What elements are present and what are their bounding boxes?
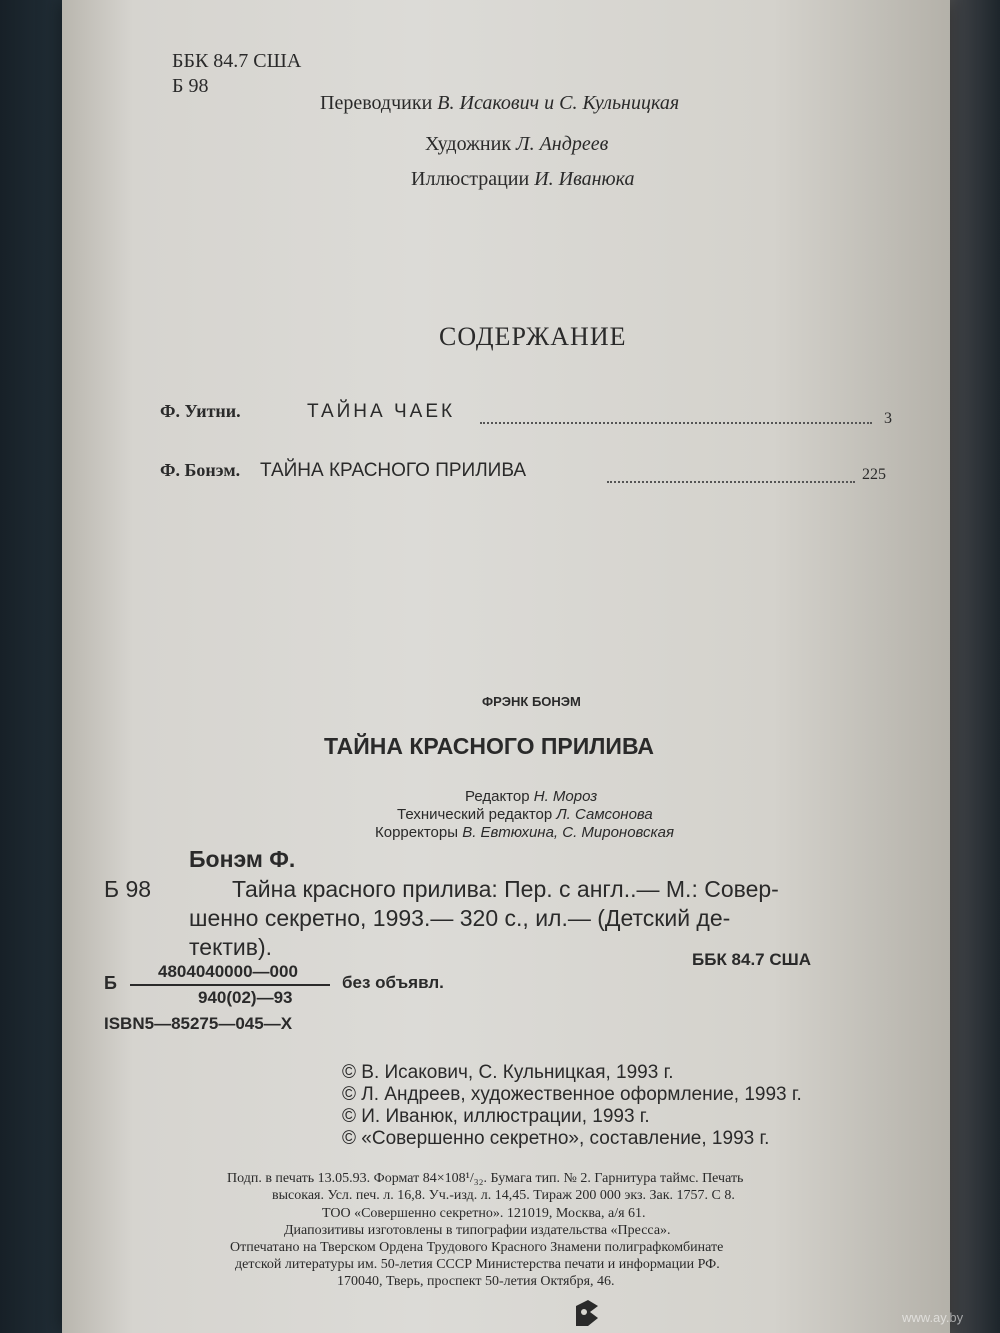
watermark: www.ay.by	[902, 1310, 964, 1325]
illustrations-line	[411, 168, 635, 191]
contents-item-1-title: ТАЙНА ЧАЕК	[307, 401, 456, 422]
catalog-denominator: 940(02)—93	[198, 988, 293, 1007]
print-info-line-1: Подп. в печать 13.05.93. Формат 84×108¹/₃₂. Бумага тип. № 2. Гарнитура таймс. Печать	[227, 1171, 744, 1186]
book-page	[62, 0, 950, 1333]
contents-item-1-author: Ф. Уитни.	[160, 401, 241, 421]
catalog-desc-line-1: Тайна красного прилива: Пер. с англ..— М.: Совер-	[232, 876, 779, 902]
catalog-desc-line-3: тектив).	[189, 934, 273, 960]
tech-editor-line	[397, 806, 653, 823]
catalog-code: Б 98	[104, 876, 152, 902]
printer-mark-icon	[570, 1296, 604, 1330]
contents-item-2-page: 225	[862, 466, 886, 483]
artist-line	[425, 133, 608, 156]
translators-label: Переводчики	[320, 92, 433, 114]
editor-line	[465, 788, 597, 805]
copyright-line: © Л. Андреев, художественное оформление, 1993 г.	[342, 1084, 802, 1105]
print-info-line-4: Диапозитивы изготовлены в типографии издательства «Пресса».	[284, 1223, 671, 1238]
contents-item-2-author: Ф. Бонэм.	[160, 460, 241, 480]
tech-editor-label: Технический редактор	[397, 806, 553, 823]
catalog-isbn: ISBN5—85275—045—X	[104, 1014, 293, 1033]
tech-editor-name: Л. Самсонова	[556, 806, 653, 823]
catalog-letter: Б	[104, 973, 117, 993]
editor-name: Н. Мороз	[533, 788, 598, 805]
artist-label: Художник	[425, 133, 512, 155]
copyright-line: © «Совершенно секретно», составление, 1993 г.	[342, 1128, 770, 1149]
translators-names: В. Исакович и С. Кульницкая	[437, 92, 680, 114]
correctors-names: В. Евтюхина, С. Мироновская	[462, 824, 674, 841]
catalog-bbk: ББК 84.7 США	[692, 950, 811, 969]
copyright-line: © В. Исакович, С. Кульницкая, 1993 г.	[342, 1062, 674, 1083]
contents-item-2-title: ТАЙНА КРАСНОГО ПРИЛИВА	[260, 460, 527, 481]
print-info-line-6: детской литературы им. 50-летия СССР Министерства печати и информации РФ.	[235, 1257, 720, 1272]
bbk-code-top: ББК 84.7 США	[172, 50, 302, 72]
correctors-line	[375, 824, 674, 841]
catalog-code-top: Б 98	[172, 75, 209, 97]
contents-leader-dots	[480, 422, 872, 424]
imprint-author: ФРЭНК БОНЭМ	[482, 694, 581, 709]
editor-label: Редактор	[465, 788, 530, 805]
copyright-line: © И. Иванюк, иллюстрации, 1993 г.	[342, 1106, 650, 1127]
print-info-line-2: высокая. Усл. печ. л. 16,8. Уч.-изд. л. 14,45. Тираж 200 000 экз. Зак. 1757. С 8.	[272, 1188, 735, 1203]
contents-heading: СОДЕРЖАНИЕ	[439, 322, 627, 351]
print-info-line-5: Отпечатано на Тверском Ордена Трудового Красного Знамени полиграфкомбинате	[230, 1240, 724, 1255]
print-info-line-3: ТОО «Совершенно секретно». 121019, Москва, а/я 61.	[322, 1206, 646, 1221]
catalog-numerator: 4804040000—000	[158, 962, 298, 981]
contents-leader-dots	[607, 481, 855, 483]
catalog-desc-line-2: шенно секретно, 1993.— 320 с., ил.— (Детский де-	[189, 905, 731, 931]
translators-line	[320, 92, 679, 115]
fraction-line	[130, 984, 330, 986]
artist-name: Л. Андреев	[516, 133, 609, 155]
imprint-title: ТАЙНА КРАСНОГО ПРИЛИВА	[324, 733, 655, 759]
catalog-note: без объявл.	[342, 973, 444, 992]
copyright-block	[342, 1062, 802, 1150]
illustrations-label: Иллюстрации	[411, 168, 530, 190]
print-info-line-7: 170040, Тверь, проспект 50-летия Октября, 46.	[337, 1274, 615, 1289]
contents-item-1-page: 3	[884, 410, 892, 427]
correctors-label: Корректоры	[375, 824, 459, 841]
catalog-author: Бонэм Ф.	[189, 846, 296, 872]
illustrator-name: И. Иванюка	[534, 168, 635, 190]
